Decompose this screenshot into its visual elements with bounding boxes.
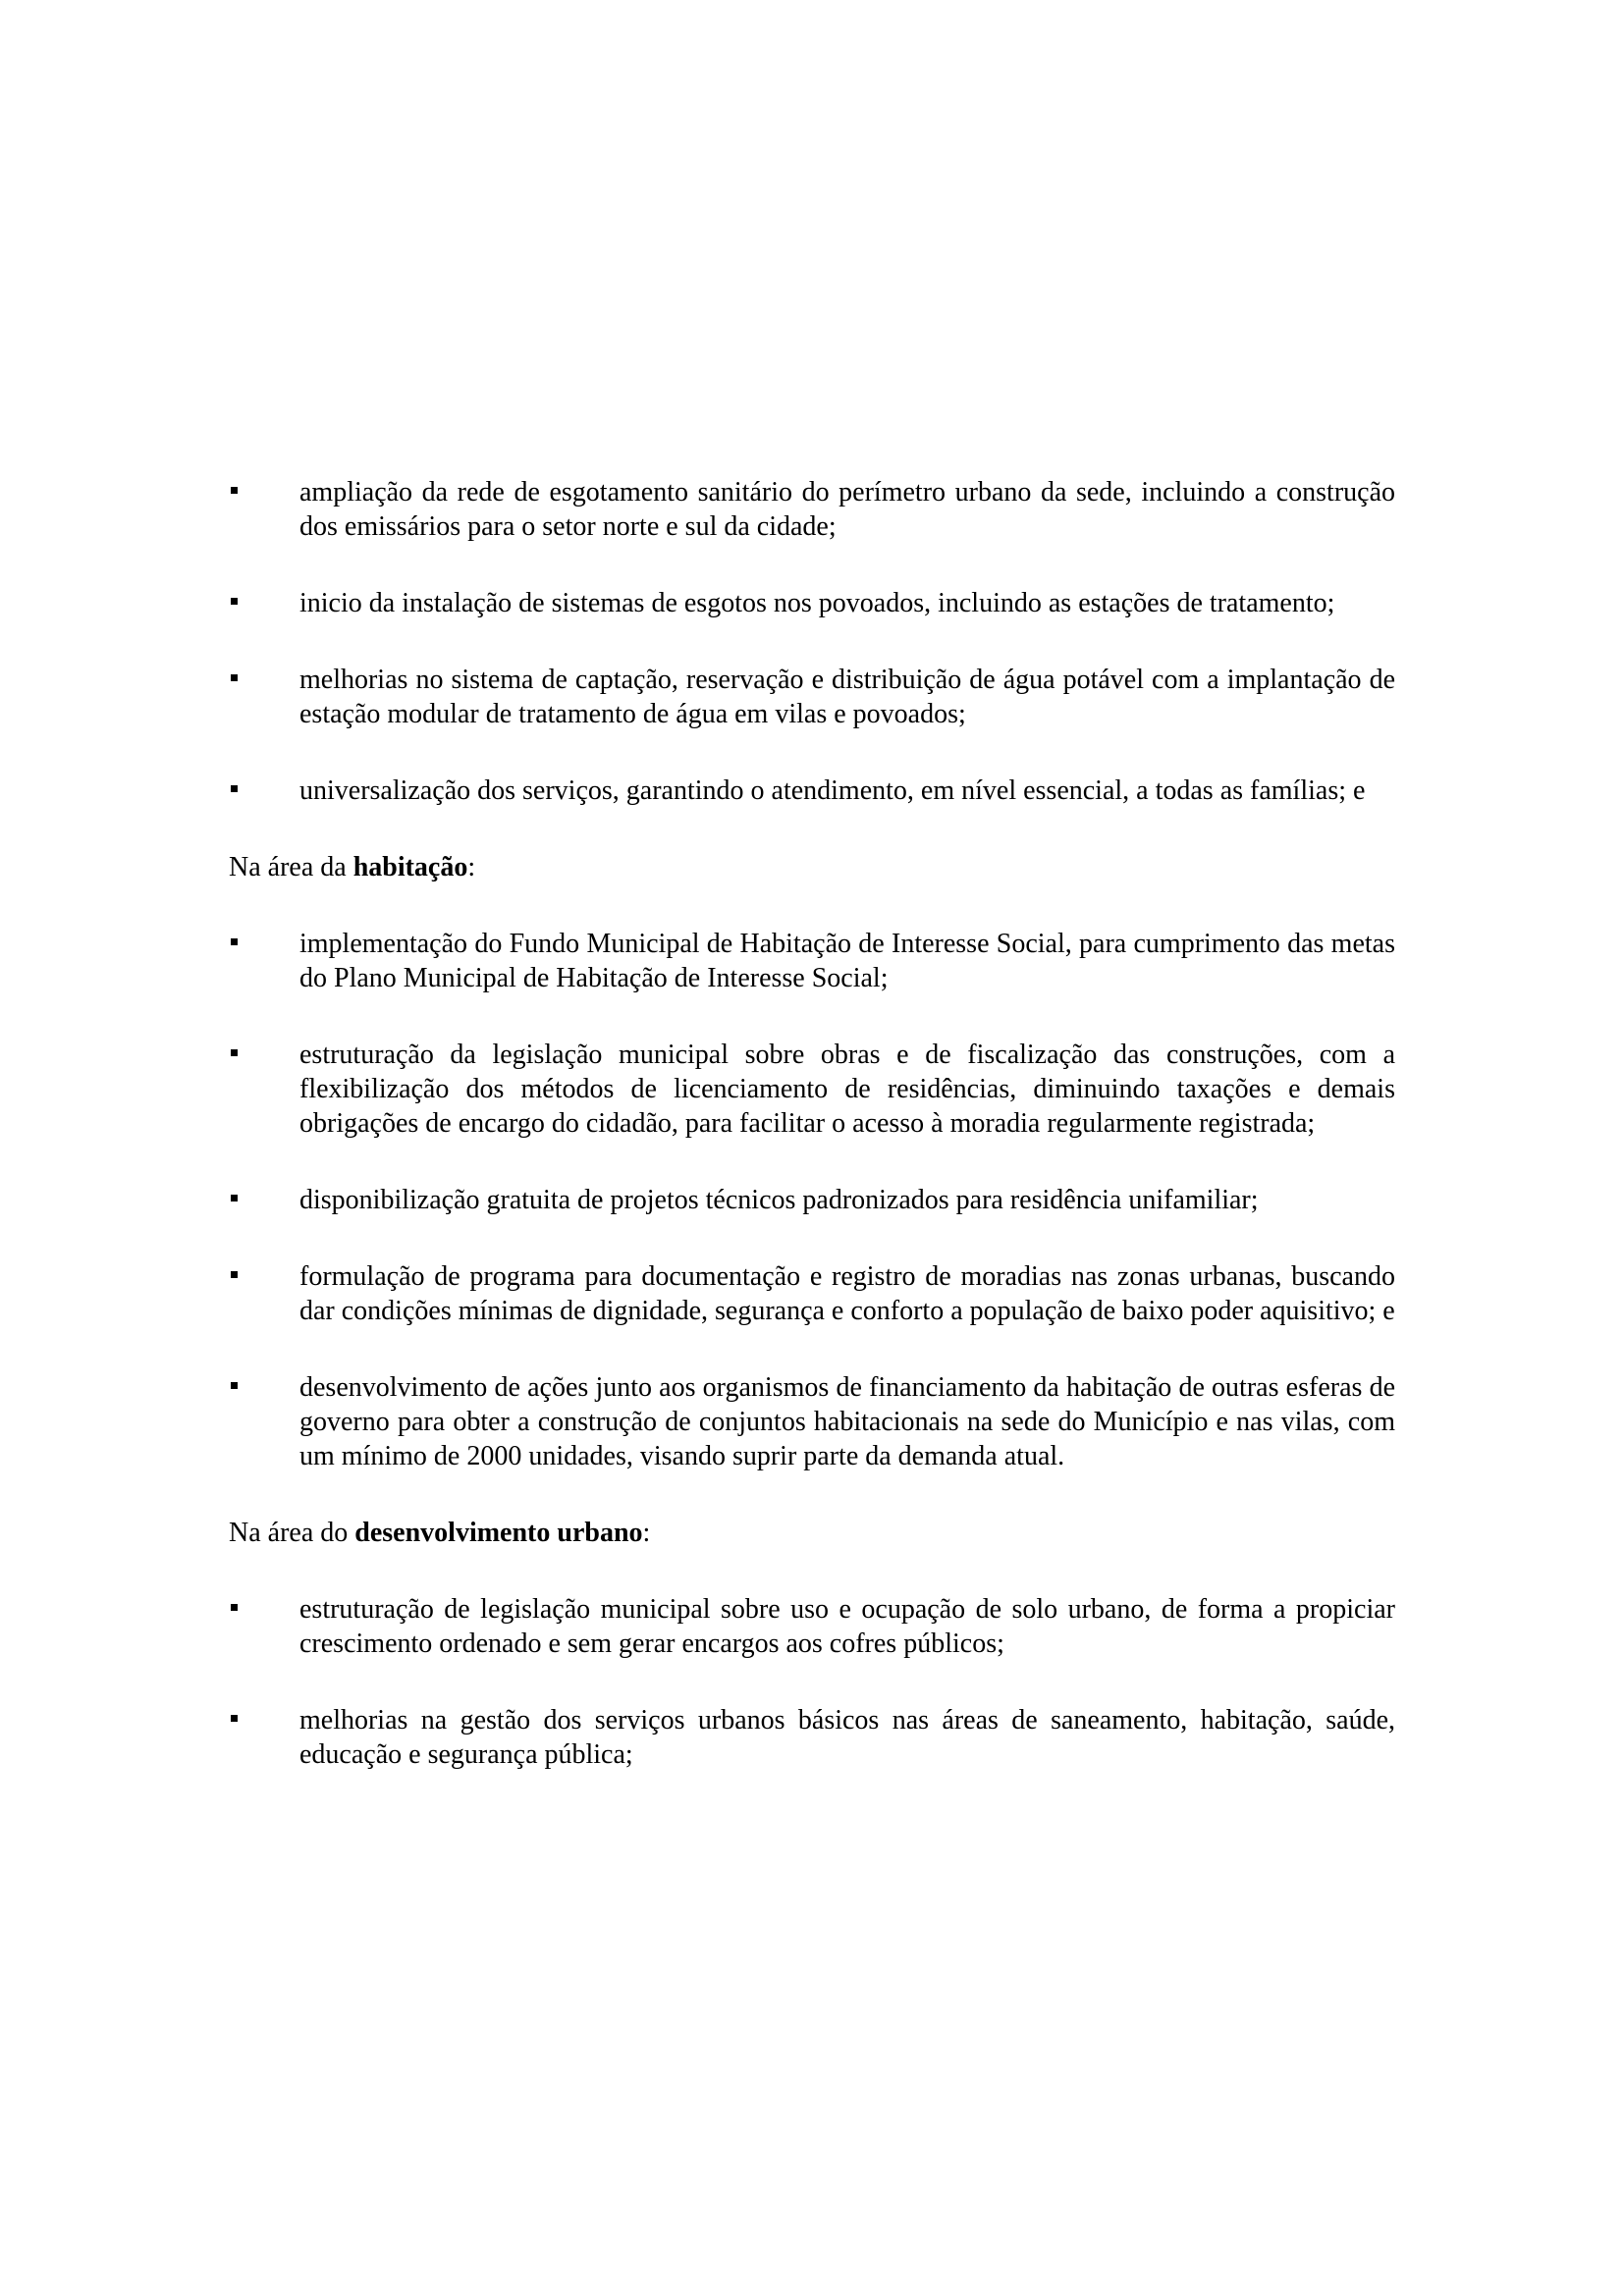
square-bullet-icon	[231, 487, 238, 494]
bullet-item	[229, 1703, 1395, 1772]
housing-bullet-list	[229, 927, 1395, 1473]
square-bullet-icon	[231, 1382, 238, 1389]
urban-bullet-list	[229, 1592, 1395, 1772]
square-bullet-icon	[231, 598, 238, 605]
urban-development-area-heading	[229, 1516, 1395, 1550]
heading-bold-term: desenvolvimento urbano	[354, 1518, 643, 1548]
bullet-item	[229, 663, 1395, 731]
housing-area-heading	[229, 850, 1395, 884]
bullet-text: implementação do Fundo Municipal de Habitação de Interesse Social, para cumprimento das metas do Plano Municipal de Habitação de Interesse Social;	[299, 929, 1395, 993]
square-bullet-icon	[231, 674, 238, 681]
bullet-item	[229, 586, 1395, 620]
bullet-text: estruturação de legislação municipal sobre uso e ocupação de solo urbano, de forma a propiciar crescimento ordenado e sem gerar encargos aos cofres públicos;	[299, 1594, 1395, 1659]
sanitation-bullet-list	[229, 475, 1395, 808]
square-bullet-icon	[231, 1271, 238, 1278]
heading-suffix: :	[642, 1518, 651, 1548]
bullet-text: desenvolvimento de ações junto aos organismos de financiamento da habitação de outras esferas de governo para obter a construção de conjuntos habitacionais na sede do Município e nas vilas, com um mínimo de 2000 unidades, visando suprir parte da demanda atual.	[299, 1372, 1395, 1471]
bullet-text: ampliação da rede de esgotamento sanitário do perímetro urbano da sede, incluindo a construção dos emissários para o setor norte e sul da cidade;	[299, 477, 1395, 542]
heading-prefix: Na área do	[229, 1518, 355, 1548]
heading-prefix: Na área da	[229, 852, 353, 882]
square-bullet-icon	[231, 785, 238, 792]
bullet-item	[229, 1592, 1395, 1661]
bullet-item	[229, 774, 1395, 808]
square-bullet-icon	[231, 1049, 238, 1056]
bullet-text: estruturação da legislação municipal sobre obras e de fiscalização das construções, com a flexibilização dos métodos de licenciamento de residências, diminuindo taxações e demais obrigações de encargo do cidadão, para facilitar o acesso à moradia regularmente registrada;	[299, 1040, 1395, 1139]
bullet-item	[229, 1038, 1395, 1141]
square-bullet-icon	[231, 1604, 238, 1611]
bullet-text: formulação de programa para documentação e registro de moradias nas zonas urbanas, buscando dar condições mínimas de dignidade, segurança e conforto a população de baixo poder aquisitivo; e	[299, 1261, 1395, 1326]
bullet-text: melhorias na gestão dos serviços urbanos básicos nas áreas de saneamento, habitação, saúde, educação e segurança pública;	[299, 1705, 1395, 1770]
document-content	[229, 475, 1395, 1814]
bullet-item	[229, 1370, 1395, 1473]
bullet-text: disponibilização gratuita de projetos técnicos padronizados para residência unifamiliar;	[299, 1185, 1259, 1215]
bullet-item	[229, 475, 1395, 544]
square-bullet-icon	[231, 1715, 238, 1722]
heading-suffix: :	[467, 852, 476, 882]
heading-bold-term: habitação	[352, 852, 468, 882]
bullet-text: inicio da instalação de sistemas de esgotos nos povoados, incluindo as estações de tratamento;	[299, 588, 1335, 618]
square-bullet-icon	[231, 938, 238, 945]
bullet-text: universalização dos serviços, garantindo o atendimento, em nível essencial, a todas as famílias; e	[299, 775, 1366, 806]
bullet-item	[229, 1183, 1395, 1217]
bullet-item	[229, 1259, 1395, 1328]
bullet-item	[229, 927, 1395, 995]
square-bullet-icon	[231, 1195, 238, 1201]
bullet-text: melhorias no sistema de captação, reservação e distribuição de água potável com a implantação de estação modular de tratamento de água em vilas e povoados;	[299, 665, 1395, 729]
